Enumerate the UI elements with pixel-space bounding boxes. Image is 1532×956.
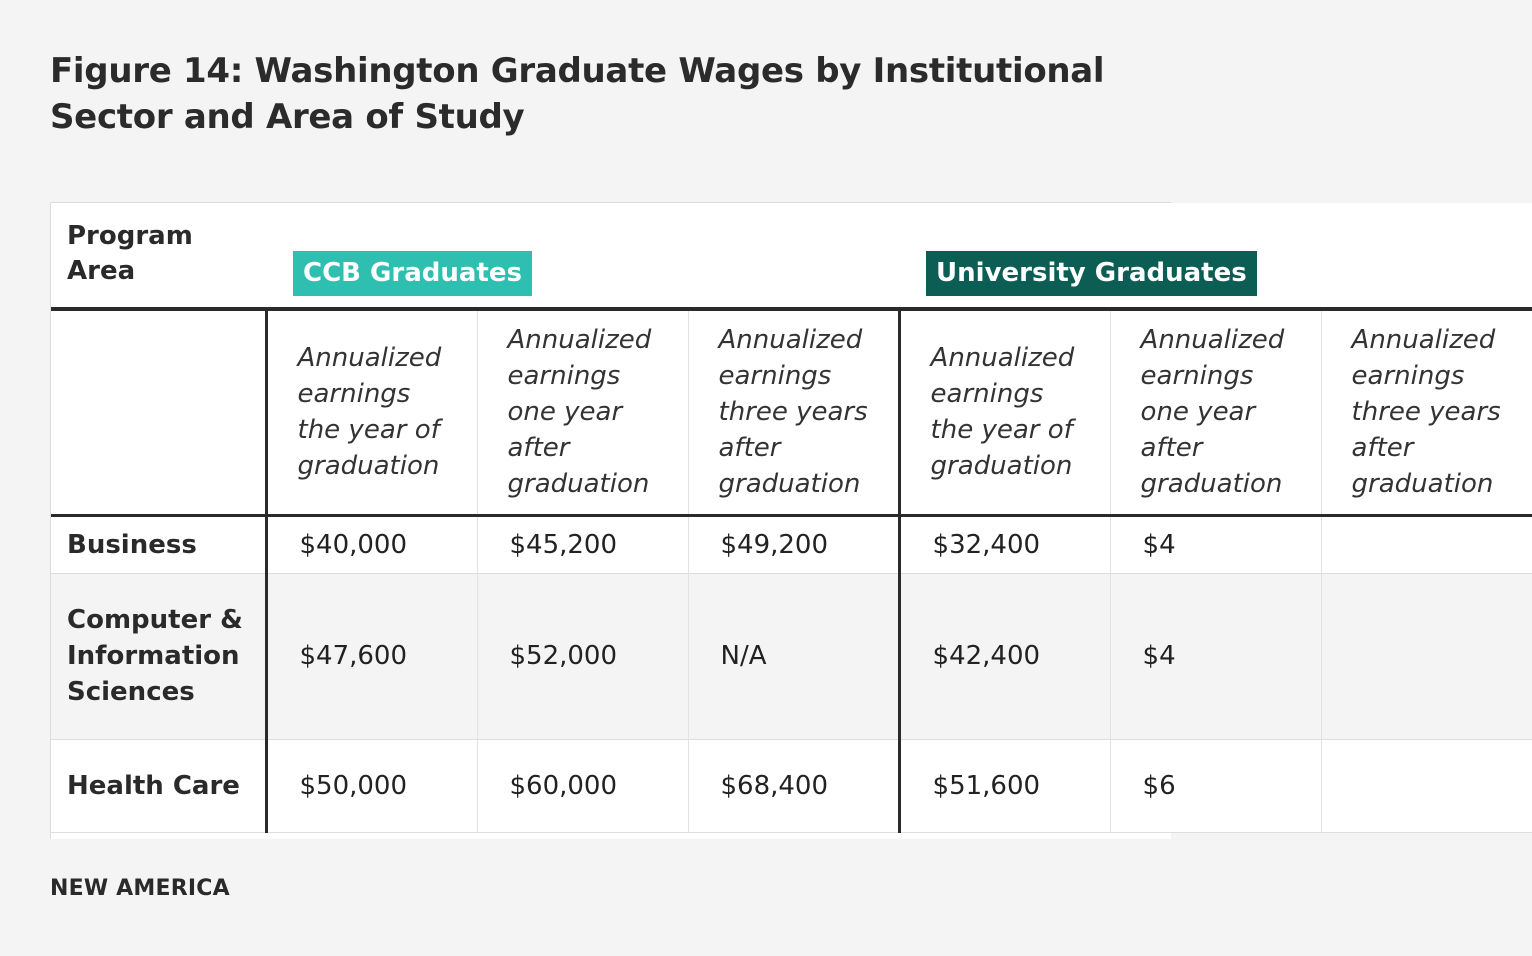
table-cell [688, 573, 899, 739]
group-university-cell [899, 203, 1532, 309]
cell-value: $68,400 [720, 770, 829, 801]
row-label: Computer & Information Sciences [67, 605, 243, 707]
program-area-header: Program Area [67, 221, 193, 286]
table-cell [266, 739, 477, 832]
table-cell [899, 573, 1110, 739]
table-row [51, 573, 1532, 739]
table-cell [477, 739, 688, 832]
column-header: Annualized earnings the year of graduation [297, 343, 442, 482]
row-label-cell [51, 739, 266, 832]
program-area-header-cell [51, 203, 266, 309]
column-header-empty [51, 309, 266, 515]
table-cell [1110, 573, 1321, 739]
cell-value: $51,600 [932, 770, 1041, 801]
column-header-cell [899, 309, 1110, 515]
cell-value: $4 [1142, 529, 1176, 560]
table-cell [1110, 739, 1321, 832]
group-university-graduates: University Graduates [926, 251, 1257, 296]
table-cell [266, 573, 477, 739]
row-label: Business [67, 529, 197, 560]
column-header: Annualized earnings one year after graduation [507, 325, 652, 500]
cell-value: $60,000 [509, 770, 618, 801]
cell-value: $45,200 [509, 529, 618, 560]
column-header: Annualized earnings three years after graduation [1351, 325, 1501, 500]
table-cell [899, 515, 1110, 573]
cell-value: $4 [1142, 641, 1176, 671]
figure-title: Figure 14: Washington Graduate Wages by Institutional Sector and Area of Study [50, 51, 1105, 137]
table-cell [1110, 515, 1321, 573]
cell-value: $49,200 [720, 529, 829, 560]
column-header: Annualized earnings the year of graduation [930, 343, 1075, 482]
source-logo-text: NEW AMERICA [50, 876, 230, 901]
column-header-cell [688, 309, 899, 515]
column-header-cell [266, 309, 477, 515]
table-cell [266, 515, 477, 573]
cell-value: $47,600 [299, 641, 408, 671]
table-row [51, 515, 1532, 573]
column-header-cell [1321, 309, 1532, 515]
cell-value: $50,000 [299, 770, 408, 801]
row-label-cell [51, 573, 266, 739]
table-cell [688, 515, 899, 573]
table-cell [688, 739, 899, 832]
table-row [51, 739, 1532, 832]
wages-table [51, 203, 1532, 833]
column-header: Annualized earnings one year after graduation [1140, 325, 1285, 500]
cell-value: $40,000 [299, 529, 408, 560]
table-cell [477, 515, 688, 573]
cell-value: N/A [720, 641, 767, 671]
column-header-cell [477, 309, 688, 515]
group-header-row [51, 203, 1532, 309]
table-cell [477, 573, 688, 739]
cell-value: $52,000 [509, 641, 618, 671]
table-cell [1321, 573, 1532, 739]
group-ccb-graduates: CCB Graduates [293, 251, 532, 296]
table-cell [899, 739, 1110, 832]
column-header-row [51, 309, 1532, 515]
column-header: Annualized earnings three years after graduation [718, 325, 868, 500]
column-header-cell [1110, 309, 1321, 515]
row-label: Health Care [67, 770, 240, 801]
wages-table-viewport[interactable] [50, 202, 1501, 839]
row-label-cell [51, 515, 266, 573]
cell-value: $32,400 [932, 529, 1041, 560]
cell-value: $6 [1142, 770, 1176, 801]
table-cell [1321, 739, 1532, 832]
table-cell [1321, 515, 1532, 573]
cell-value: $42,400 [932, 641, 1041, 671]
group-ccb-cell [266, 203, 899, 309]
